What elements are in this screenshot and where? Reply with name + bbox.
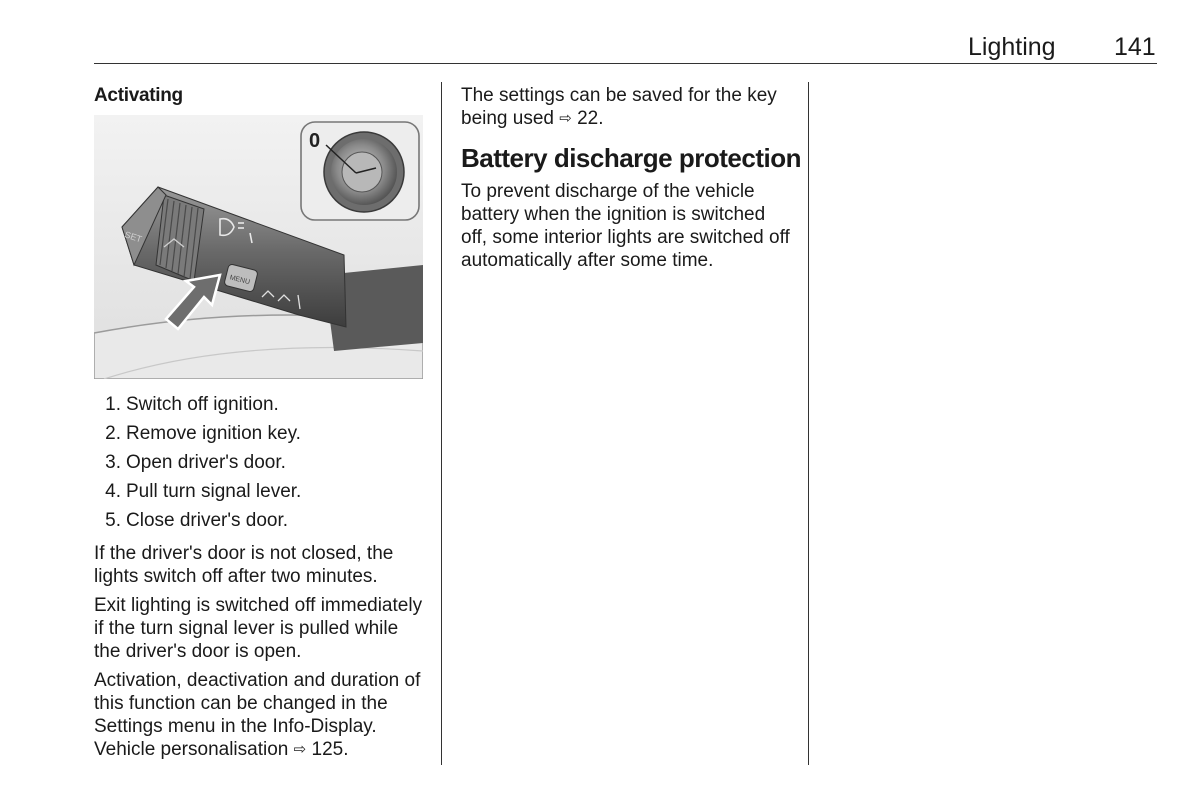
arrow-right-outline-icon[interactable]: ⇨	[559, 110, 572, 127]
list-item: 4. Pull turn signal lever.	[105, 481, 302, 502]
section-title: Lighting	[968, 33, 1056, 61]
paragraph-exit-lighting: Exit lighting is switched off immediately if the turn signal lever is pulled while the driver's door is open.	[94, 595, 423, 662]
ignition-position-label: 0	[309, 130, 321, 152]
header-divider	[94, 63, 1157, 64]
arrow-right-outline-icon[interactable]: ⇨	[293, 741, 307, 758]
activation-steps	[94, 393, 429, 538]
page-reference-link[interactable]: 125.	[311, 739, 349, 760]
column-divider	[808, 82, 809, 765]
lever-button-label: MENU	[228, 274, 251, 287]
page-number: 141	[1114, 33, 1156, 61]
column-divider	[441, 82, 442, 765]
paragraph-battery: To prevent discharge of the vehicle battery when the ignition is switched off, some interior lights are switched off automatically after some time.	[461, 181, 790, 271]
right-column	[461, 84, 801, 278]
left-column	[94, 84, 429, 767]
subheading-activating: Activating	[94, 85, 183, 106]
lever-end-label: SET	[123, 229, 144, 245]
turn-signal-lever-illustration	[94, 115, 423, 379]
list-item: 5. Close driver's door.	[105, 510, 289, 531]
paragraph-settings-saved: The settings can be saved for the key being used ⇨ 22.	[461, 85, 777, 129]
list-item: 2. Remove ignition key.	[105, 423, 301, 444]
page-reference-link[interactable]: 22.	[577, 108, 604, 129]
paragraph-settings: Activation, deactivation and duration of this function can be changed in the Settings menu in the Info-Display. Vehicle personalisation ⇨ 125.	[94, 670, 421, 760]
list-item: 3. Open driver's door.	[105, 452, 286, 473]
list-item: 1. Switch off ignition.	[105, 394, 279, 415]
section-heading-battery: Battery discharge protection	[461, 143, 801, 173]
paragraph-door-not-closed: If the driver's door is not closed, the lights switch off after two minutes.	[94, 543, 394, 587]
